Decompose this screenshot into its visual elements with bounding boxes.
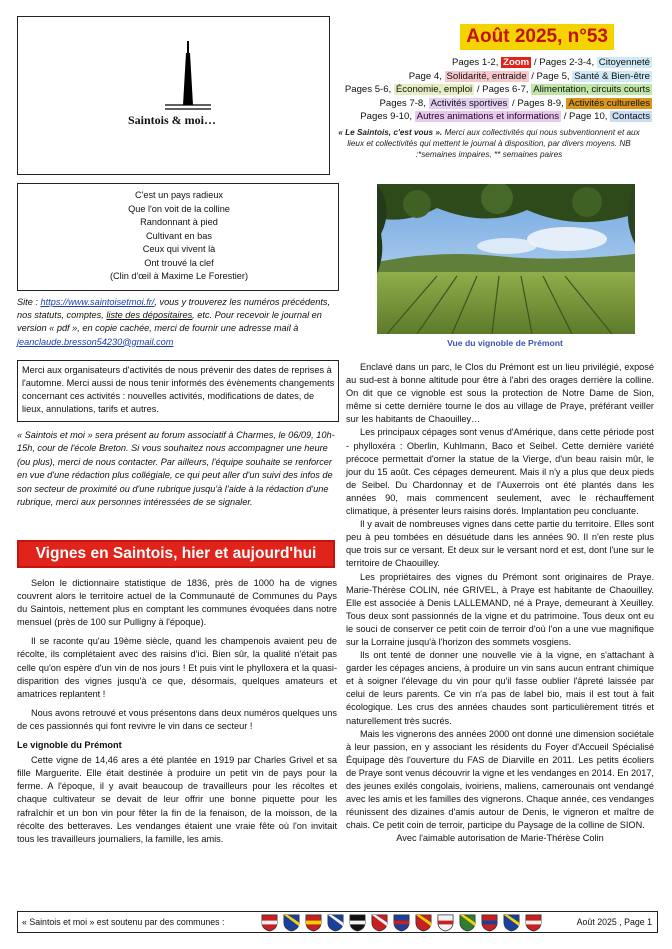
depositaires-link[interactable]: liste des dépositaires [106,310,193,321]
index-text: / Pages 8-9, [509,97,567,109]
crest-icon [414,913,433,932]
crest-icon [304,913,323,932]
poem [18,189,340,284]
tag-zoom: Zoom [503,57,530,68]
crest-icon [524,913,543,932]
journal-title: Saintois & moi… [128,113,217,127]
section-title: Vignes en Saintois, hier et aujourd'hui [17,540,335,568]
crest-icon [326,913,345,932]
paragraph: Les principaux cépages sont venus d'Amérique, dans cette période post - phylloxéra : Oberlin, Kuhlmann, Baco et Seibel. Cette dernière variété précoce permettait d'orner la statue de la Vierge, d'un beau raisin mûr, le jour du 15 août. Ces cépages demeurent. Mais il n'y a plus que deux pieds de Seibel. Du Chardonnay et de l'Auxerrois ont été plantés dans les années 90, mais commencent seulement, avec le réchauffement climatique, à présenter leurs raisins dorés. Implantation peu concluante. [346,427,654,517]
tag-alimentation: Alimentation, circuits courts [533,84,650,96]
right-article [346,361,654,845]
site-text: , etc. Pour recevoir le journal en version « pdf », en copie cachée, merci de fournir une adresse mail à [17,310,322,334]
index-text: Pages 1-2, [452,57,502,68]
tag-animations: Autres animations et informations [416,111,560,123]
poem-line: Que l'on voit de la colline [128,203,230,214]
crest-icon [436,913,455,932]
left-article [17,577,337,846]
vineyard-photo [377,184,635,334]
site-link[interactable]: https://www.saintoisetmoi.fr/ [40,297,155,307]
crest-icon [502,913,521,932]
crest-icon [458,913,477,932]
note-text: Merci aux collectivités qui nous subventionnent et aux lieux et collectivités qui mettent le journal à disposition, par divers moyens. NB :*semaines impaires, ** semaines paires [347,128,640,159]
crest-icon [480,913,499,932]
index-text: / Page 5, [528,70,573,82]
photo-caption: Vue du vignoble de Prémont [447,338,563,348]
paragraph: Il se raconte qu'au 19ème siècle, quand les champenois avaient peu de récolte, ils complétaient avec des raisins d'ici. Bien sûr, la qualité n'était pas celle qu'on espère d'un vin de nos jours ! Et puis vint le phylloxera et la quasi-disparition des vignes jusqu'à ce que, désormais, quelques amateurs et amatrices replantent ! [17,636,337,699]
footer-support: « Saintois et moi » est soutenu par des communes : [22,917,225,927]
commune-crests [260,913,543,932]
header-note [330,127,648,160]
tag-contacts: Contacts [612,111,650,123]
tag-economie: Économie, emploi [395,84,473,96]
tag-culturelles: Activités culturelles [568,97,650,109]
tag-solidarite: Solidarité, entraide [446,70,527,82]
crest-icon [392,913,411,932]
footer [17,911,658,933]
crest-icon [260,913,279,932]
index-text: / Pages 6-7, [474,84,532,96]
index-text: Pages 5-6, [344,84,394,96]
issue-heading [0,24,672,50]
note-bold: « Le Saintois, c'est vous ». [338,128,443,137]
index-text: / Pages 2-3-4, [531,57,597,68]
tag-citoyennete: Citoyenneté [598,57,650,68]
crest-icon [348,913,367,932]
index-text: Page 4, [408,70,445,82]
paragraph: Il y avait de nombreuses vignes dans cette partie du territoire. Elles sont peu à peu tombées en désuétude dans les années 90. Il n'en reste plus que trois sur ce versant. Et deux sur le versant nord et est, dont l'une sur le territoire de Chaouilley. [346,519,654,569]
poem-box [17,183,339,291]
tag-sportives: Activités sportives [430,97,508,109]
poem-line: Ont trouvé la clef [144,257,214,268]
pages-index [320,56,652,124]
poem-line: Randonnant à pied [140,217,218,227]
poem-line: Cultivant en bas [146,230,212,241]
site-prefix: Site : [17,297,41,307]
forum-notice: « Saintois et moi » sera présent au forum associatif à Charmes, le 06/09, 10h-15h, cour de l'école Breton. Si vous souhaitez nous accompagner une heure (ou plus), merci de nous contacter. Par ailleurs, l'équipe souhaite se renforcer en vue d'une rédaction plus collégiale, ce qui peut aller d'un suivi des infos de son secteur de proximité ou d'une rubrique jusqu'à l'aide à la rédaction d'une rubrique, merci aux personnes intéressées de se signaler. [17,430,335,508]
email-link[interactable]: jeanclaude.bresson54230@gmail.com [17,336,174,347]
crest-icon [282,913,301,932]
paragraph: Ils ont tenté de donner une nouvelle vie à la vigne, en s'attachant à garder les cépages anciens, à produire un vin sans aucun entrant chimique et à soigner l'élevage du vin pour qu'il fasse oublier l'âpreté laissée par celui de leurs parents. Ce vin n'a pas de label bio, mais il est tout à fait écologique. Les crus des années chaudes sont particulièrement titrés et naturellement très sucrés. [346,650,654,726]
paragraph: Enclavé dans un parc, le Clos du Prémont est un lieu privilégié, exposé au sud-est à bonne altitude pour être à l'abri des orages derrière la colline. On dit que ce vignoble est sous la protection de Notre Dame de Sion, même si cette dernière tourne le dos au village de Praye, préférant veiller sur les habitants de Chaouilley… [346,362,654,425]
index-text: Pages 7-8, [379,97,429,109]
poem-line: Ceux qui vivent là [142,244,216,254]
paragraph: Cette vigne de 14,46 ares a été plantée en 1919 par Charles Grivel et sa fille Marguerite. Elle était destinée à produire un petit vin de pays pour la ferme. A l'époque, il y avait beaucoup de travailleurs pour les récoltes et chaque cultivateur se devait de leur offrir une bonne piquette pour les rafraîchir et un bon vin pour fêter la fin de la fenaison, de la moisson, de la récolte des betteraves. Les vendanges étaient une vraie fête où l'on invitait tous les travailleurs journaliers, la famille, les amis. [17,755,337,844]
paragraph: Selon le dictionnaire statistique de 1836, près de 1000 ha de vignes couvrent alors le territoire actuel de la Communauté de Communes du Pays du Saintois, nettement plus en comptant les communes évoquées dans notre mensuel (près de 100 sur Pulligny à l'époque). [17,578,337,628]
organisers-box [17,360,339,422]
index-text: Pages 9-10, [360,111,415,123]
index-text: / Page 10, [561,111,611,123]
crest-icon [370,913,389,932]
paragraph: Les propriétaires des vignes du Prémont sont originaires de Praye. Marie-Thérèse COLIN, née GRIVEL, à Praye est habitante de Chaouilley. Elle est associée à Denis LALLEMAND, né à Praye, demeurant à Xeuilley. Tous deux sont passionnés de la vigne et du patrimoine. Tous deux ont eu le souci de conserver ce petit coin de terroir d'où l'on a une vue magnifique sur la Lorraine jusqu'à l'horizon des sommets vosgiens. [346,571,654,647]
paragraph: Nous avons retrouvé et vous présentons dans deux numéros quelques uns de ces passionnés qui font revivre le vin dans ce secteur ! [17,707,337,731]
paragraph: Mais les vignerons des années 2000 ont donné une dimension sociétale à leur passion, en y associant les résidents du Foyer d'Accueil Spécialisé Équipage dès l'ouverture du FAS de Diarville en 2011. Les petits écoliers de Praye sont venus découvrir la vigne et les vendanges en 2014. En 2017, des jeunes exilés congolais, ivoiriens, maliens, camerounais ont vendangé avec les amis et les familles des vignerons. Chaque année, ces vendanges réunissent des dizaines d'amis autour de Denis, le vigneron et maître de chais. Ce petit coin de terroir, participe du Paysage de la colline de SION. [346,728,654,831]
signature: Avec l'aimable autorisation de Marie-Thérèse Colin [396,833,604,844]
poem-credit: (Clin d'œil à Maxime Le Forestier) [109,271,249,281]
footer-page-number: Août 2025 , Page 1 [576,917,652,927]
poem-line: C'est un pays radieux [134,190,224,200]
issue-title: Août 2025, n°53 [460,24,614,50]
subheading: Le vignoble du Prémont [17,740,122,751]
site-info [17,296,337,349]
tag-sante: Santé & Bien-être [574,70,650,82]
site-text: , vous y trouverez les numéros précédents, nos statuts, comptes, [17,297,331,321]
organisers-text: Merci aux organisateurs d'activités de nous prévenir des dates de reprises à l'automne. Merci aussi de nous tenir informés des évènements changements concernant ces activités : nouvelles activités, modifications de dates, de lieux, annulations, tarifs et autres. [22,365,335,414]
